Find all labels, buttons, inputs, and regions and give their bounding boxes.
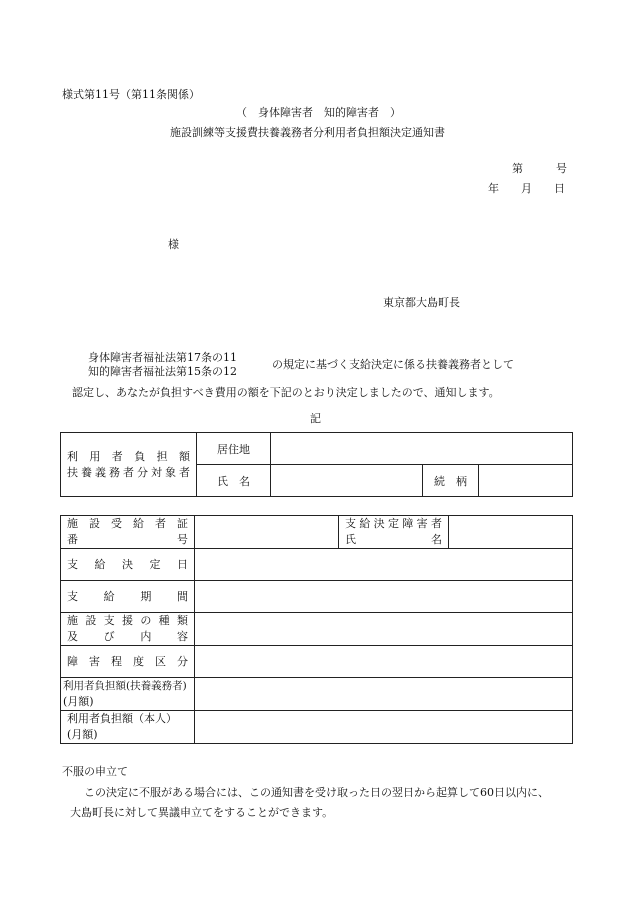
burden-guardian-value[interactable] [195,678,573,711]
disabled-name-label-2: 氏 名 [345,533,442,546]
disabled-name-label-1: 支給決定障害者 [345,517,442,530]
body-text-2: 認定し、あなたが負担すべき費用の額を下記のとおり決定しましたので、通知します。 [72,386,500,399]
burden-self-label-1: 利用者負担額（本人） [67,712,177,725]
decision-date-value[interactable] [195,549,573,581]
body-text-1: の規定に基づく支給決定に係る扶養義務者として [272,358,514,371]
decision-date-label-text: 支給決定日 [67,557,188,571]
relation-value[interactable] [479,465,573,497]
period-value[interactable] [195,581,573,613]
issuer: 東京都大島町長 [383,296,460,309]
cert-number-label-1: 施設受給者証 [67,517,188,530]
support-type-label-1: 施設支援の種類 [67,614,188,627]
disabled-name-label [339,516,449,549]
degree-label [61,646,195,678]
address-label: 居住地 [197,433,271,465]
document-number: 第 号 [512,162,567,175]
burden-guardian-label [61,678,195,711]
form-number: 様式第11号（第11条関係） [62,88,200,101]
document-subtitle: （ 身体障害者 知的障害者 ） [236,106,401,119]
decision-table [60,515,573,744]
support-type-value[interactable] [195,613,573,646]
objection-text-1: この決定に不服がある場合には、この通知書を受け取った日の翌日から起算して60日以内に、 [84,786,549,799]
name-label: 氏 名 [197,465,271,497]
guardian-header-cell [61,433,197,497]
decision-date-label [61,549,195,581]
cert-number-label-2: 番 号 [67,533,188,546]
degree-label-text: 障害程度区分 [67,654,188,668]
law-reference-2: 知的障害者福祉法第15条の12 [88,365,237,378]
ki-heading: 記 [310,412,321,425]
burden-self-label [61,711,195,744]
guardian-table [60,432,573,497]
period-label-text: 支給期間 [67,589,188,603]
name-value[interactable] [271,465,423,497]
disabled-name-value[interactable] [449,516,573,549]
period-label [61,581,195,613]
burden-self-value[interactable] [195,711,573,744]
support-type-label [61,613,195,646]
document-date: 年 月 日 [488,182,565,195]
burden-self-label-2: (月額) [67,728,98,741]
guardian-header-1: 利用者負担額 [67,449,190,463]
support-type-label-2: 及び内容 [67,630,188,643]
burden-guardian-label-1: 利用者負担額(扶養義務者) [63,680,187,692]
law-reference-1: 身体障害者福祉法第17条の11 [88,351,237,364]
degree-value[interactable] [195,646,573,678]
guardian-header-2: 扶養義務者分対象者 [67,465,190,479]
relation-label: 続 柄 [423,465,479,497]
address-value[interactable] [271,433,573,465]
cert-number-value[interactable] [195,516,339,549]
burden-guardian-label-2: (月額) [63,695,94,708]
addressee: 様 [168,238,179,251]
cert-number-label [61,516,195,549]
document-title: 施設訓練等支援費扶養義務者分利用者負担額決定通知書 [170,126,445,139]
objection-title: 不服の申立て [62,765,128,778]
objection-text-2: 大島町長に対して異議申立てをすることができます。 [70,806,334,819]
